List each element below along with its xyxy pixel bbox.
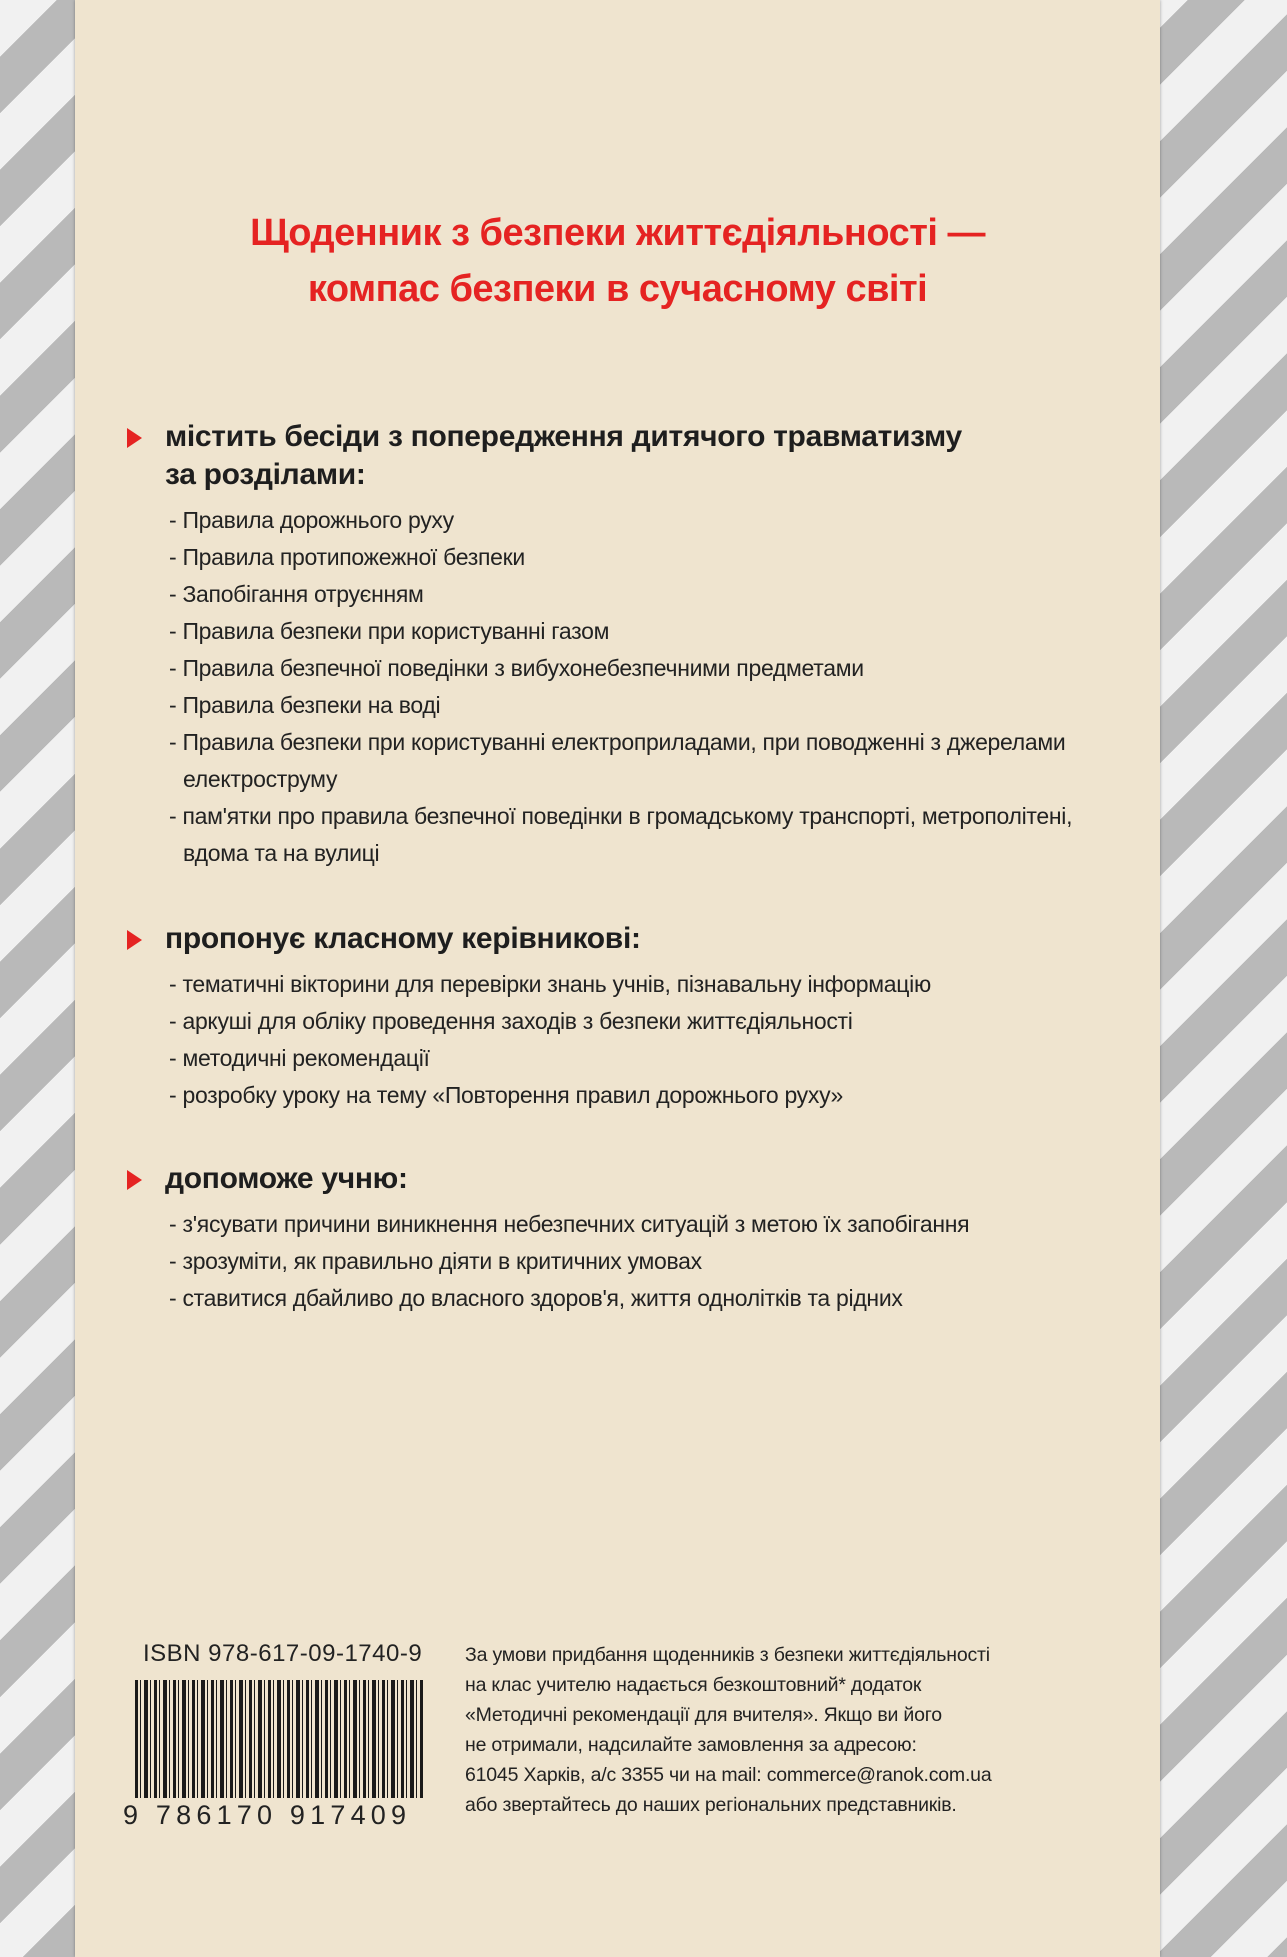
red-arrow-icon (127, 1170, 142, 1190)
barcode-icon (135, 1680, 425, 1798)
section-items (125, 502, 1125, 872)
section-heading: допоможе учню: (125, 1160, 1125, 1198)
section-helps (125, 1160, 1125, 1317)
barcode-digits: 9 786170 917409 (123, 1800, 412, 1830)
order-line: «Методичні рекомендації для вчителя». Якщо ви його (465, 1704, 942, 1726)
title-line-2: компас безпеки в сучасному світі (307, 268, 928, 310)
isbn-label: ISBN 978-617-09-1740-9 (143, 1640, 423, 1667)
order-info (465, 1640, 1145, 1820)
order-line: не отримали, надсилайте замовлення за адресою: (465, 1734, 917, 1756)
list-item: - ставитися дбайливо до власного здоров'я, життя однолітків та рідних (169, 1285, 903, 1311)
section-offers (125, 920, 1125, 1114)
section-heading: пропонує класному керівникові: (125, 920, 1125, 958)
list-item: - пам'ятки про правила безпечної поведінки в громадському транспорті, метрополітені, вдома та на вулиці (169, 803, 1073, 866)
order-line: або звертайтесь до наших регіональних представників. (465, 1794, 957, 1816)
list-item: - Правила безпеки на воді (169, 692, 441, 718)
list-item: - Правила дорожнього руху (169, 507, 454, 533)
cover-title (75, 205, 1160, 317)
section-items (125, 1206, 1125, 1317)
list-item: - розробку уроку на тему «Повторення правил дорожнього руху» (169, 1082, 844, 1108)
order-line: За умови придбання щоденників з безпеки життєдіяльності (465, 1644, 990, 1666)
list-item: - Правила безпеки при користуванні електроприладами, при поводженні з джерелами електроструму (169, 729, 1066, 792)
list-item: - Правила протипожежної безпеки (169, 544, 525, 570)
order-line: 61045 Харків, а/с 3355 чи на mail: commerce@ranok.com.ua (465, 1764, 992, 1786)
list-item: - Правила безпечної поведінки з вибухонебезпечними предметами (169, 655, 864, 681)
back-cover-panel (75, 0, 1160, 1957)
list-item: - Запобігання отруєнням (169, 581, 424, 607)
list-item: - зрозуміти, як правильно діяти в критичних умовах (169, 1248, 702, 1274)
red-arrow-icon (127, 930, 142, 950)
list-item: - тематичні вікторини для перевірки знань учнів, пізнавальну інформацію (169, 971, 931, 997)
section-contains (125, 418, 1125, 872)
red-arrow-icon (127, 428, 142, 448)
section-items (125, 966, 1125, 1114)
title-line-1: Щоденник з безпеки життєдіяльності — (250, 212, 985, 254)
list-item: - аркуші для обліку проведення заходів з безпеки життєдіяльності (169, 1008, 853, 1034)
section-heading: містить бесіди з попередження дитячого травматизму за розділами: (125, 418, 1125, 494)
list-item: - з'ясувати причини виникнення небезпечних ситуацій з метою їх запобігання (169, 1211, 970, 1237)
order-line: на клас учителю надається безкоштовний* додаток (465, 1674, 922, 1696)
list-item: - методичні рекомендації (169, 1045, 430, 1071)
list-item: - Правила безпеки при користуванні газом (169, 618, 610, 644)
